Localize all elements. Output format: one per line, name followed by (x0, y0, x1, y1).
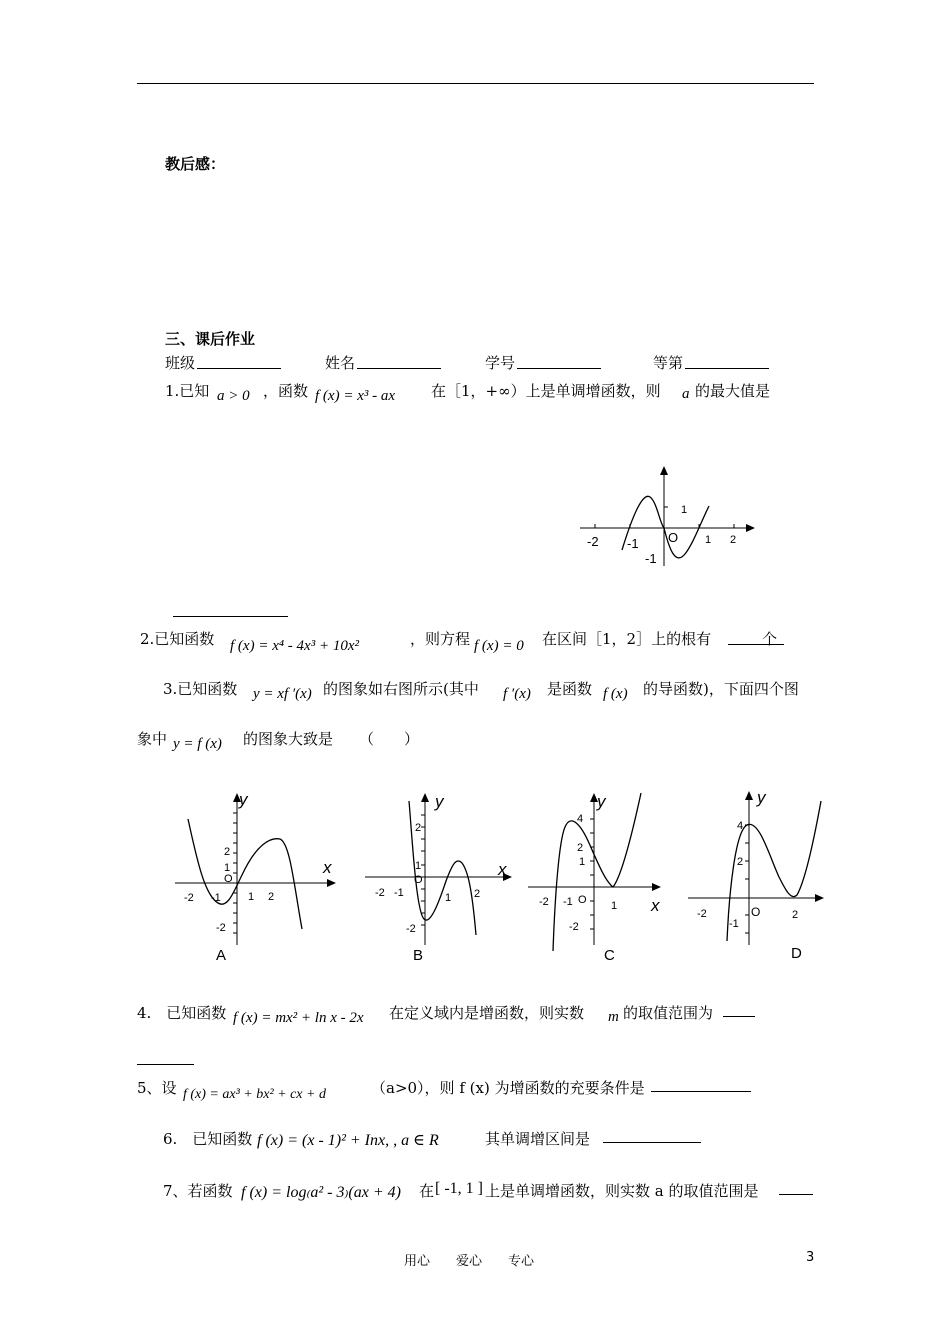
a-x-label: x (323, 858, 332, 877)
a-label-yn2: -2 (216, 922, 226, 934)
q1-text-pre: 1.已知 (165, 382, 210, 400)
b-label-n2: -2 (375, 887, 385, 899)
question-5 (137, 1075, 797, 1107)
q2-function: f (x) = x⁴ - 4x³ + 10x² (230, 638, 359, 654)
b-label-p1: 1 (445, 892, 452, 904)
q6-text-pre: 6. 已知函数 (163, 1130, 253, 1148)
q4-function: f (x) = mx² + ln x - 2x (233, 1010, 364, 1026)
d-letter: D (791, 945, 802, 962)
q3-function-1: y = xf ′(x) (253, 686, 312, 702)
b-y-ticks (421, 815, 425, 925)
main-label-n1: -1 (627, 536, 639, 551)
main-x-arrow (746, 524, 755, 532)
c-label-y2: 2 (577, 842, 584, 854)
q3-function-2: f ′(x) (503, 686, 531, 702)
q6-text-post: 其单调增区间是 (485, 1130, 591, 1148)
q4-answer-blank-1[interactable] (723, 1002, 755, 1017)
q3-text-pre: 3.已知函数 (163, 680, 238, 698)
q2-text-post: 在区间［1，2］上的根有 (542, 630, 712, 648)
c-label-p1: 1 (611, 900, 618, 912)
b-label-origin: O (414, 874, 423, 886)
q7-text-pre: 7、若函数 (163, 1182, 233, 1200)
option-c-graph (525, 785, 670, 970)
d-label-y2: 2 (737, 856, 744, 868)
c-x-arrow (652, 883, 661, 891)
d-x-arrow (815, 894, 824, 902)
d-label-y4: 4 (737, 820, 744, 832)
c-y-ticks (590, 819, 594, 929)
option-d-graph (685, 785, 830, 970)
page-number: 3 (806, 1250, 815, 1265)
q5-text-pre: 5、设 (137, 1079, 177, 1097)
b-y-arrow (421, 793, 429, 802)
class-label: 班级 (165, 354, 196, 372)
a-x-arrow (327, 879, 336, 887)
q3-line2-post: 的图象大致是 (243, 730, 334, 748)
d-label-n1: -1 (729, 918, 739, 930)
q1-condition: a > 0 (217, 388, 250, 404)
header-rule (137, 83, 814, 84)
c-label-n1: -1 (563, 896, 573, 908)
d-y-ticks (745, 825, 749, 933)
question-4 (137, 1000, 797, 1032)
c-y-label: y (597, 792, 606, 811)
option-a-graph (170, 785, 345, 970)
q4-text-pre: 4. 已知函数 (137, 1004, 227, 1022)
b-label-yn2: -2 (406, 923, 416, 935)
c-x-label: x (651, 896, 660, 915)
main-label-origin: O (668, 530, 679, 545)
q3-function-3: f (x) (603, 686, 628, 702)
q1-answer-blank[interactable] (173, 602, 288, 617)
question-3-line-1 (163, 676, 823, 708)
q6-function: f (x) = (x - 1)² + Inx, , a ∈ R (257, 1132, 439, 1149)
q2-equation: f (x) = 0 (474, 638, 524, 654)
q5-text-post: （a>0），则 f (x) 为增函数的充要条件是 (371, 1079, 645, 1097)
a-label-y1: 1 (224, 862, 231, 874)
q2-text-mid: ，则方程 (410, 630, 471, 648)
question-7 (163, 1178, 823, 1210)
a-label-n1: -1 (211, 892, 221, 904)
option-b-graph (360, 785, 520, 970)
q4-text-end: 的取值范围为 (623, 1004, 714, 1022)
footer-text: 用心 爱心 专心 (404, 1254, 535, 1269)
q3-text-mid-1: 的图象如右图所示(其中 (323, 680, 479, 698)
id-label: 学号 (485, 354, 516, 372)
main-label-n2: -2 (587, 534, 599, 549)
a-y-label: y (239, 790, 248, 809)
question-6 (163, 1126, 803, 1158)
name-label: 姓名 (325, 354, 356, 372)
q2-unit: 个 (762, 630, 778, 648)
q7-answer-blank[interactable] (779, 1180, 813, 1195)
c-label-n2: -2 (539, 896, 549, 908)
main-label-p1: 1 (705, 534, 712, 546)
b-label-n1: -1 (394, 887, 404, 899)
d-y-label: y (757, 788, 766, 807)
b-y-label: y (435, 792, 444, 811)
q6-answer-blank[interactable] (603, 1128, 701, 1143)
c-label-y1: 1 (579, 856, 586, 868)
d-label-p2: 2 (792, 909, 799, 921)
q5-function: f (x) = ax³ + bx² + cx + d (183, 1087, 326, 1102)
name-blank[interactable] (357, 354, 441, 369)
class-blank[interactable] (197, 354, 281, 369)
q7-text-post: 上是单调增函数，则实数 a 的取值范围是 (485, 1182, 759, 1200)
q4-answer-blank-2[interactable] (137, 1050, 194, 1065)
c-label-origin: O (578, 894, 587, 906)
a-y-ticks (233, 813, 237, 933)
main-label-y1: 1 (681, 504, 688, 516)
main-y-arrow (660, 466, 668, 475)
q1-function: f (x) = x³ - ax (315, 388, 395, 404)
main-graph (575, 462, 760, 572)
main-label-p2: 2 (730, 534, 737, 546)
question-1 (165, 378, 815, 408)
q7-function: f (x) = log₍a² - 3₎(ax + 4) (241, 1184, 401, 1201)
q1-text-mid: ，函数 (263, 382, 309, 400)
rank-label: 等第 (653, 354, 684, 372)
q3-answer-paren: （ ） (359, 730, 420, 748)
b-label-y1: 1 (415, 860, 422, 872)
a-label-p1: 1 (248, 891, 255, 903)
q1-text-end: 的最大值是 (695, 382, 771, 400)
c-label-yn2: -2 (569, 921, 579, 933)
q7-text-mid: 在 (419, 1182, 435, 1200)
q3-text-mid-2: 是函数 (547, 680, 593, 698)
b-letter: B (413, 947, 424, 964)
question-3-line-2 (137, 726, 537, 758)
q7-interval: [ -1, 1 ] (435, 1180, 483, 1197)
q3-line2-pre: 象中 (137, 730, 168, 748)
q3-text-post: 的导函数)，下面四个图 (643, 680, 799, 698)
d-y-arrow (745, 791, 753, 800)
question-2 (140, 626, 800, 658)
q5-answer-blank[interactable] (651, 1077, 751, 1092)
section-title: 三、课后作业 (165, 330, 256, 348)
q4-text-post: 在定义域内是增函数，则实数 (389, 1004, 585, 1022)
reflection-label: 教后感： (165, 155, 226, 173)
c-letter: C (604, 947, 615, 964)
a-label-origin: O (224, 873, 233, 885)
b-x-label: x (498, 860, 507, 879)
q4-variable: m (608, 1009, 619, 1025)
main-label-yn1: -1 (645, 551, 657, 566)
rank-blank[interactable] (685, 354, 769, 369)
c-curve (553, 793, 641, 951)
b-label-y2: 2 (415, 822, 422, 834)
b-label-p2: 2 (474, 888, 481, 900)
a-label-p2: 2 (268, 891, 275, 903)
id-blank[interactable] (517, 354, 601, 369)
a-label-y2: 2 (224, 846, 231, 858)
q3-function-4: y = f (x) (173, 736, 222, 752)
d-label-origin: O (751, 905, 761, 919)
a-letter: A (216, 947, 227, 964)
a-curve (188, 819, 302, 929)
d-label-n2: -2 (697, 908, 707, 920)
q1-text-post: 在［1，+∞）上是单调增函数，则 (431, 382, 661, 400)
student-info-line (165, 352, 805, 374)
c-label-y4: 4 (577, 813, 584, 825)
a-label-n2: -2 (184, 892, 194, 904)
q1-variable: a (682, 386, 690, 402)
q2-text-pre: 2.已知函数 (140, 630, 215, 648)
